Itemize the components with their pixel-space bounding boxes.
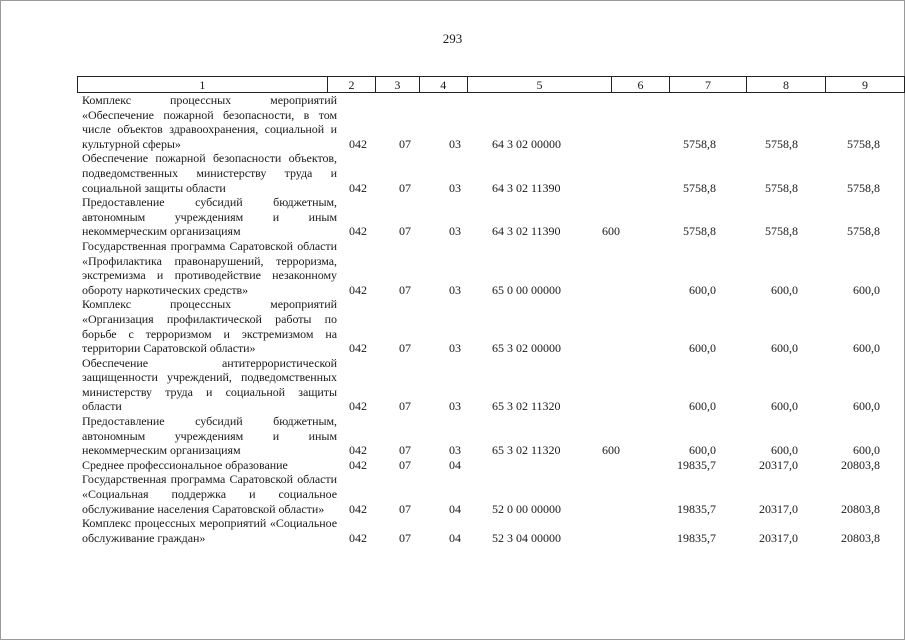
col-razdel: 07	[399, 399, 411, 414]
col-year3: 20803,8	[841, 501, 880, 516]
col-year1: 5758,8	[683, 180, 716, 195]
col-razdel: 07	[399, 136, 411, 151]
table-row	[77, 516, 886, 545]
col-year2: 5758,8	[765, 136, 798, 151]
col-razdel: 07	[399, 341, 411, 356]
col-podrazdel: 03	[449, 399, 461, 414]
col-glav: 042	[349, 530, 367, 545]
table-row	[77, 458, 886, 473]
col-year1: 600,0	[689, 282, 716, 297]
column-header-8: 8	[747, 77, 826, 93]
table-row	[77, 239, 886, 297]
col-razdel: 07	[399, 443, 411, 458]
col-year2: 5758,8	[765, 224, 798, 239]
row-description: Предоставление субсидий бюджетным, автономным учреждениям и иным некоммерческим организациям	[82, 414, 337, 458]
col-year2: 600,0	[771, 341, 798, 356]
col-year3: 600,0	[853, 399, 880, 414]
table-row	[77, 356, 886, 414]
col-podrazdel: 03	[449, 224, 461, 239]
column-header-2: 2	[327, 77, 375, 93]
col-podrazdel: 03	[449, 180, 461, 195]
table-row	[77, 414, 886, 458]
col-glav: 042	[349, 399, 367, 414]
column-header-9: 9	[825, 77, 904, 93]
col-podrazdel: 04	[449, 530, 461, 545]
column-header-6: 6	[612, 77, 670, 93]
col-year1: 19835,7	[677, 457, 716, 472]
col-razdel: 07	[399, 224, 411, 239]
col-razdel: 07	[399, 180, 411, 195]
row-description: Обеспечение пожарной безопасности объектов, подведомственных министерству труда и социальной защиты области	[82, 151, 337, 195]
col-kcsr: 65 3 02 11320	[492, 443, 561, 458]
row-description: Среднее профессиональное образование	[82, 457, 288, 472]
col-razdel: 07	[399, 282, 411, 297]
col-kcsr: 64 3 02 11390	[492, 180, 561, 195]
column-header-7: 7	[669, 77, 746, 93]
col-podrazdel: 03	[449, 341, 461, 356]
col-year2: 600,0	[771, 399, 798, 414]
col-kcsr: 65 0 00 00000	[492, 282, 561, 297]
col-glav: 042	[349, 282, 367, 297]
col-glav: 042	[349, 136, 367, 151]
col-razdel: 07	[399, 530, 411, 545]
col-year1: 600,0	[689, 341, 716, 356]
col-year2: 600,0	[771, 282, 798, 297]
page-number: 293	[442, 31, 463, 46]
col-year1: 5758,8	[683, 224, 716, 239]
col-glav: 042	[349, 443, 367, 458]
col-glav: 042	[349, 501, 367, 516]
col-kcsr: 52 3 04 00000	[492, 530, 561, 545]
row-description: Комплекс процессных мероприятий «Социальное обслуживание граждан»	[82, 516, 337, 545]
table-row	[77, 151, 886, 195]
col-year3: 600,0	[853, 282, 880, 297]
col-kcsr: 64 3 02 00000	[492, 136, 561, 151]
column-header-4: 4	[419, 77, 467, 93]
col-year1: 19835,7	[677, 501, 716, 516]
col-year3: 5758,8	[847, 136, 880, 151]
col-year1: 5758,8	[683, 136, 716, 151]
col-year3: 600,0	[853, 341, 880, 356]
col-razdel: 07	[399, 457, 411, 472]
col-year2: 20317,0	[759, 501, 798, 516]
col-glav: 042	[349, 224, 367, 239]
col-glav: 042	[349, 341, 367, 356]
column-header-5: 5	[467, 77, 611, 93]
col-year3: 20803,8	[841, 457, 880, 472]
col-podrazdel: 03	[449, 282, 461, 297]
row-description: Обеспечение антитеррористической защищенности учреждений, подведомственных министерству труда и социальной защиты области	[82, 355, 337, 414]
col-year3: 20803,8	[841, 530, 880, 545]
table-row	[77, 297, 886, 355]
table-row	[77, 93, 886, 151]
row-description: Государственная программа Саратовской области «Социальная поддержка и социальное обслуживание населения Саратовской области»	[82, 472, 337, 516]
col-podrazdel: 03	[449, 136, 461, 151]
col-year1: 19835,7	[677, 530, 716, 545]
col-kvr: 600	[602, 224, 620, 239]
col-year3: 5758,8	[847, 180, 880, 195]
table-body	[77, 93, 886, 545]
col-podrazdel: 04	[449, 501, 461, 516]
row-description: Государственная программа Саратовской области «Профилактика правонарушений, терроризма, экстремизма и противодействие незаконному обороту наркотических средств»	[82, 238, 337, 297]
col-kcsr: 52 0 00 00000	[492, 501, 561, 516]
col-razdel: 07	[399, 501, 411, 516]
column-header-1: 1	[78, 77, 328, 93]
col-year1: 600,0	[689, 443, 716, 458]
col-year2: 600,0	[771, 443, 798, 458]
col-glav: 042	[349, 180, 367, 195]
col-year1: 600,0	[689, 399, 716, 414]
row-description: Комплекс процессных мероприятий «Обеспечение пожарной безопасности, в том числе объектов здравоохранения, социальной и культурной сферы»	[82, 93, 337, 151]
col-kcsr: 65 3 02 11320	[492, 399, 561, 414]
col-podrazdel: 04	[449, 457, 461, 472]
col-year2: 20317,0	[759, 530, 798, 545]
col-glav: 042	[349, 457, 367, 472]
table-header	[77, 76, 905, 93]
row-description: Комплекс процессных мероприятий «Организация профилактической работы по борьбе с терроризмом и экстремизмом на территории Саратовской области»	[82, 297, 337, 356]
row-description: Предоставление субсидий бюджетным, автономным учреждениям и иным некоммерческим организациям	[82, 195, 337, 239]
col-year3: 600,0	[853, 443, 880, 458]
col-year2: 5758,8	[765, 180, 798, 195]
table-row	[77, 195, 886, 239]
col-year3: 5758,8	[847, 224, 880, 239]
col-kcsr: 64 3 02 11390	[492, 224, 561, 239]
col-podrazdel: 03	[449, 443, 461, 458]
col-kcsr: 65 3 02 00000	[492, 341, 561, 356]
table-row	[77, 472, 886, 516]
column-header-3: 3	[376, 77, 419, 93]
col-kvr: 600	[602, 443, 620, 458]
col-year2: 20317,0	[759, 457, 798, 472]
